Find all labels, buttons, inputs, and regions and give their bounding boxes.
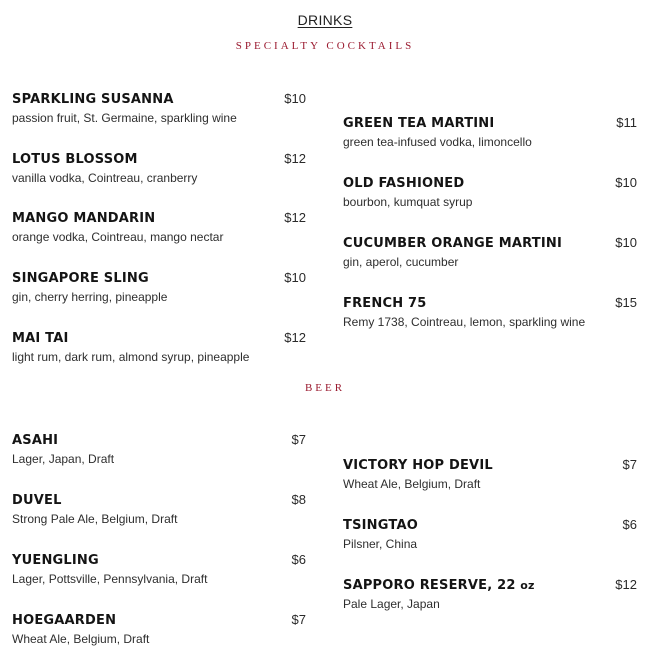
item-price: $15 [615, 295, 637, 310]
item-description: light rum, dark rum, almond syrup, pineapple [12, 350, 250, 364]
item-description: Lager, Pottsville, Pennsylvania, Draft [12, 572, 208, 586]
item-price: $7 [291, 432, 306, 447]
item-price: $12 [615, 577, 637, 592]
item-description: Remy 1738, Cointreau, lemon, sparkling wine [343, 315, 586, 329]
item-description: orange vodka, Cointreau, mango nectar [12, 230, 224, 244]
item-name [343, 578, 535, 593]
page-title [0, 12, 650, 28]
menu-item [12, 492, 306, 526]
item-price: $7 [622, 457, 637, 472]
item-name: MAI TAI [12, 331, 69, 346]
item-price: $6 [622, 517, 637, 532]
menu-item [343, 295, 637, 329]
item-description: Pilsner, China [343, 537, 418, 551]
item-name-suffix: oz [520, 579, 535, 592]
item-name: LOTUS BLOSSOM [12, 152, 138, 167]
item-description: Strong Pale Ale, Belgium, Draft [12, 512, 178, 526]
item-name: SINGAPORE SLING [12, 271, 149, 286]
item-description: Wheat Ale, Belgium, Draft [12, 632, 150, 646]
menu-item [12, 270, 306, 304]
menu-item [12, 330, 306, 364]
section-title-cocktails: SPECIALTY COCKTAILS [235, 40, 415, 52]
menu-item [12, 612, 306, 646]
item-description: passion fruit, St. Germaine, sparkling wine [12, 111, 237, 125]
item-description: Pale Lager, Japan [343, 597, 440, 611]
item-description: bourbon, kumquat syrup [343, 195, 473, 209]
item-name: ASAHI [12, 433, 59, 448]
menu-item [12, 91, 306, 125]
item-name: FRENCH 75 [343, 296, 427, 311]
item-price: $10 [284, 91, 306, 106]
page-title-text: DRINKS [297, 12, 353, 28]
item-description: gin, aperol, cucumber [343, 255, 459, 269]
item-name: GREEN TEA MARTINI [343, 116, 495, 131]
item-name: SPARKLING SUSANNA [12, 92, 174, 107]
item-name: YUENGLING [12, 553, 99, 568]
menu-item [343, 235, 637, 269]
item-name: HOEGAARDEN [12, 613, 117, 628]
item-price: $12 [284, 330, 306, 345]
item-name-main: SAPPORO RESERVE, 22 [343, 578, 516, 593]
section-title-beer: BEER [304, 382, 346, 394]
item-description: vanilla vodka, Cointreau, cranberry [12, 171, 198, 185]
item-price: $10 [284, 270, 306, 285]
item-price: $11 [616, 115, 637, 130]
item-price: $12 [284, 151, 306, 166]
menu-item [12, 552, 306, 586]
item-description: Lager, Japan, Draft [12, 452, 115, 466]
menu-item [12, 151, 306, 185]
menu-item [343, 175, 637, 209]
menu-item [343, 517, 637, 551]
item-description: green tea-infused vodka, limoncello [343, 135, 532, 149]
menu-item [343, 115, 637, 149]
item-name: TSINGTAO [343, 518, 418, 533]
item-description: gin, cherry herring, pineapple [12, 290, 168, 304]
item-price: $7 [291, 612, 306, 627]
item-name: CUCUMBER ORANGE MARTINI [343, 236, 562, 251]
item-description: Wheat Ale, Belgium, Draft [343, 477, 481, 491]
menu-item [12, 210, 306, 244]
item-name: MANGO MANDARIN [12, 211, 156, 226]
item-name: VICTORY HOP DEVIL [343, 458, 493, 473]
item-price: $12 [284, 210, 306, 225]
item-price: $6 [291, 552, 306, 567]
menu-item [343, 577, 637, 611]
menu-item [343, 457, 637, 491]
item-name: DUVEL [12, 493, 62, 508]
item-price: $10 [615, 235, 637, 250]
menu-item [12, 432, 306, 466]
item-price: $10 [615, 175, 637, 190]
item-price: $8 [291, 492, 306, 507]
item-name: OLD FASHIONED [343, 176, 465, 191]
